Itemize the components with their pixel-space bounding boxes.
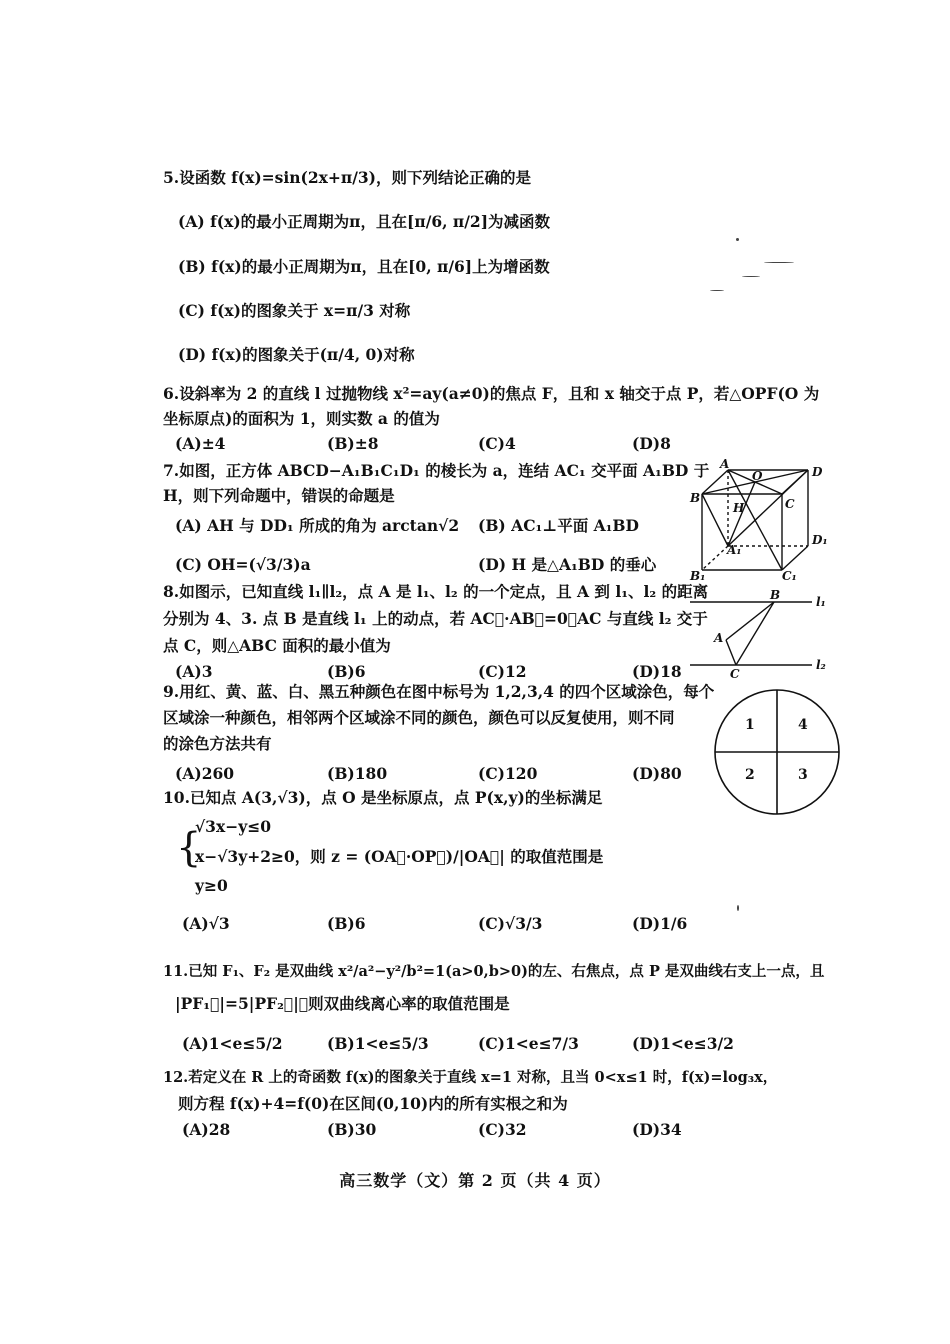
question-5-stem: 5.设函数 f(x)=sin(2x+π/3)，则下列结论正确的是 — [163, 168, 532, 187]
question-11-option-d: (D)1<e≤3/2 — [632, 1034, 734, 1053]
question-12-option-b: (B)30 — [327, 1120, 377, 1139]
question-6-stem-line-2: 坐标原点)的面积为 1，则实数 a 的值为 — [163, 409, 440, 428]
cube-label-a1: A₁ — [727, 543, 742, 557]
question-12-stem-line-1: 12.若定义在 R 上的奇函数 f(x)的图象关于直线 x=1 对称，且当 0<x≤1 时，f(x)=log₃x， — [163, 1069, 778, 1086]
question-5-option-c: (C) f(x)的图象关于 x=π/3 对称 — [178, 301, 411, 320]
system-line-3: y≥0 — [195, 876, 228, 895]
region-2-label: 2 — [745, 767, 755, 783]
cube-label-a: A — [720, 457, 730, 471]
scan-speck — [764, 262, 794, 263]
question-7-option-d: (D) H 是△A₁BD 的垂心 — [478, 555, 657, 574]
question-7-option-b: (B) AC₁⊥平面 A₁BD — [478, 516, 639, 535]
system-brace: { — [176, 825, 202, 871]
question-6-option-b: (B)±8 — [327, 434, 379, 453]
question-10-option-a: (A)√3 — [182, 914, 230, 933]
question-11-stem-line-2: |PF₁⃗|=5|PF₂⃗|，则双曲线离心率的取值范围是 — [175, 994, 510, 1013]
question-10-option-d: (D)1/6 — [632, 914, 688, 933]
question-10-option-b: (B)6 — [327, 914, 366, 933]
question-6-option-d: (D)8 — [632, 434, 671, 453]
question-11-option-a: (A)1<e≤5/2 — [182, 1034, 283, 1053]
cube-label-o: O — [752, 469, 763, 483]
scan-speck — [737, 905, 739, 911]
question-10-stem: 10.已知点 A(3,√3)，点 O 是坐标原点，点 P(x,y)的坐标满足 — [163, 788, 603, 807]
question-11-option-b: (B)1<e≤5/3 — [327, 1034, 429, 1053]
question-9-stem-line-3: 的涂色方法共有 — [163, 734, 272, 753]
question-11-stem-line-1: 11.已知 F₁、F₂ 是双曲线 x²/a²−y²/b²=1(a>0,b>0)的左、右焦点，点 P 是双曲线右支上一点，且 — [163, 963, 825, 980]
question-11-option-c: (C)1<e≤7/3 — [478, 1034, 579, 1053]
question-7-stem-line-1: 7.如图，正方体 ABCD−A₁B₁C₁D₁ 的棱长为 a，连结 AC₁ 交平面 A₁BD 于 — [163, 461, 710, 480]
lines-label-c: C — [730, 667, 740, 681]
question-6-stem-line-1: 6.设斜率为 2 的直线 l 过抛物线 x²=ay(a≠0)的焦点 F，且和 x 轴交于点 P，若△OPF(O 为 — [163, 384, 820, 403]
cube-label-b1: B₁ — [690, 569, 706, 583]
system-line-1: √3x−y≤0 — [195, 817, 271, 836]
scan-speck — [710, 290, 724, 291]
cube-label-c: C — [785, 497, 795, 511]
question-6-option-a: (A)±4 — [175, 434, 226, 453]
cube-figure — [690, 458, 830, 583]
question-12-option-c: (C)32 — [478, 1120, 527, 1139]
question-8-option-b: (B)6 — [327, 662, 366, 681]
page-footer: 高三数学（文）第 2 页（共 4 页） — [339, 1171, 611, 1190]
question-5-option-b: (B) f(x)的最小正周期为π，且在[0, π/6]上为增函数 — [178, 257, 550, 276]
question-12-option-d: (D)34 — [632, 1120, 682, 1139]
cube-label-d: D — [812, 465, 823, 479]
question-8-option-d: (D)18 — [632, 662, 682, 681]
question-7-stem-line-2: H，则下列命题中，错误的命题是 — [163, 486, 395, 505]
lines-label-a: A — [714, 631, 724, 645]
question-12-option-a: (A)28 — [182, 1120, 231, 1139]
scan-speck — [736, 238, 739, 241]
cube-label-h: H — [733, 501, 745, 515]
question-8-option-a: (A)3 — [175, 662, 213, 681]
question-7-option-a: (A) AH 与 DD₁ 所成的角为 arctan√2 — [175, 516, 460, 535]
question-5-option-a: (A) f(x)的最小正周期为π，且在[π/6, π/2]为减函数 — [178, 212, 551, 231]
cube-label-d1: D₁ — [812, 533, 828, 547]
scan-speck — [742, 276, 760, 277]
question-8-option-c: (C)12 — [478, 662, 527, 681]
question-9-option-d: (D)80 — [632, 764, 682, 783]
question-10-option-c: (C)√3/3 — [478, 914, 543, 933]
question-6-option-c: (C)4 — [478, 434, 516, 453]
region-1-label: 1 — [745, 717, 755, 733]
parallel-lines-figure — [690, 590, 830, 680]
cube-label-c1: C₁ — [782, 569, 797, 583]
question-9-stem-line-2: 区域涂一种颜色，相邻两个区域涂不同的颜色，颜色可以反复使用，则不同 — [163, 708, 675, 727]
question-8-stem-line-3: 点 C，则△ABC 面积的最小值为 — [163, 636, 391, 655]
question-9-option-a: (A)260 — [175, 764, 235, 783]
cube-label-b: B — [690, 491, 701, 505]
question-9-option-b: (B)180 — [327, 764, 388, 783]
lines-label-l2: l₂ — [816, 658, 826, 672]
question-9-option-c: (C)120 — [478, 764, 538, 783]
lines-label-b: B — [770, 588, 781, 602]
lines-label-l1: l₁ — [816, 595, 826, 609]
question-8-stem-line-2: 分别为 4、3. 点 B 是直线 l₁ 上的动点，若 AC⃗·AB⃗=0，AC 与直线 l₂ 交于 — [163, 609, 708, 628]
question-9-stem-line-1: 9.用红、黄、蓝、白、黑五种颜色在图中标号为 1,2,3,4 的四个区域涂色，每个 — [163, 682, 715, 701]
question-5-option-d: (D) f(x)的图象关于(π/4, 0)对称 — [178, 345, 415, 364]
region-4-label: 4 — [798, 717, 808, 733]
question-7-option-c: (C) OH=(√3/3)a — [175, 555, 311, 574]
region-3-label: 3 — [798, 767, 808, 783]
question-12-stem-line-2: 则方程 f(x)+4=f(0)在区间(0,10)内的所有实根之和为 — [178, 1094, 568, 1113]
question-8-stem-line-1: 8.如图示，已知直线 l₁∥l₂，点 A 是 l₁、l₂ 的一个定点，且 A 到 l₁、l₂ 的距离 — [163, 582, 709, 601]
system-line-2: x−√3y+2≥0，则 z = (OA⃗·OP⃗)/|OA⃗| 的取值范围是 — [195, 847, 604, 866]
